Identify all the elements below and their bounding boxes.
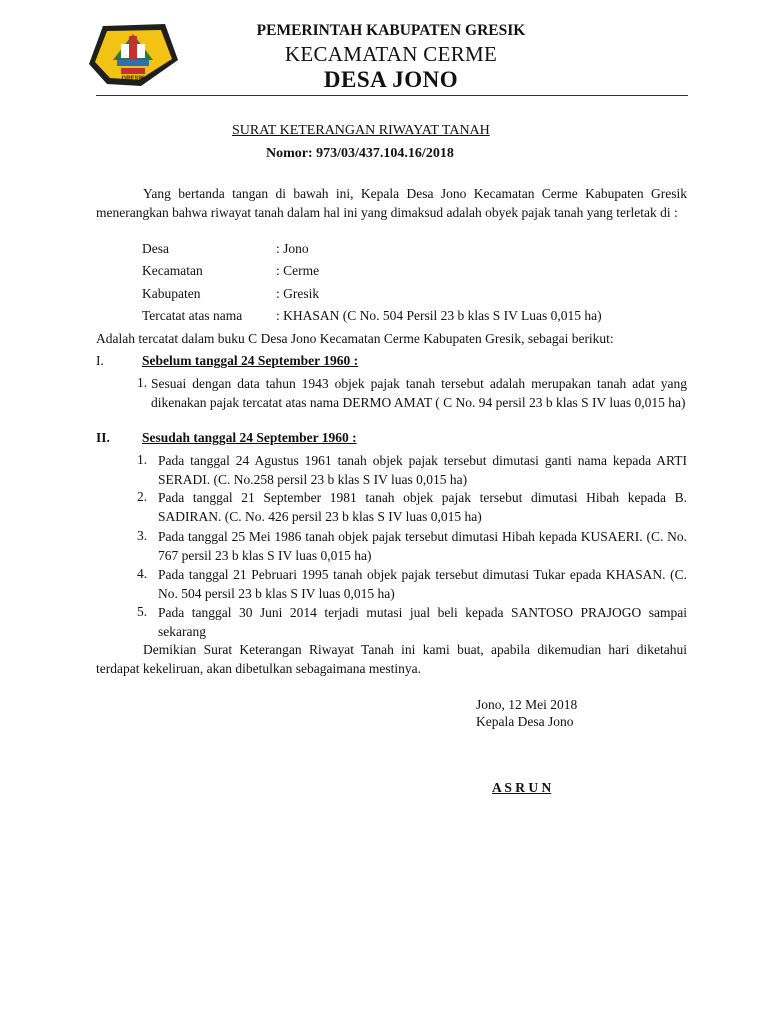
intro-text: Yang bertanda tangan di bawah ini, Kepala Desa Jono Kecamatan Cerme Kabupaten Gresik menerangkan bahwa riwayat tanah dalam hal ini yang dimaksud adalah obyek pajak tanah yang terletak di : [96, 186, 687, 220]
field-label-tercatat: Tercatat atas nama [142, 308, 243, 323]
section-2-item-1-text [158, 452, 687, 489]
field-value-kecamatan: : Cerme [276, 263, 320, 278]
svg-text:GRESIK: GRESIK [121, 76, 145, 82]
signature-name: A S R U N [492, 780, 552, 795]
section-2-item-5-body: Pada tanggal 30 Juni 2014 terjadi mutasi jual beli kepada SANTOSO PRAJOGO sampai sekarang [158, 605, 687, 639]
intro-paragraph [96, 185, 687, 222]
document-number: Nomor: 973/03/437.104.16/2018 [266, 146, 454, 161]
field-value-kabupaten: : Gresik [276, 286, 320, 301]
section-2-item-1-body: Pada tanggal 24 Agustus 1961 tanah objek pajak tersebut dimutasi ganti nama kepada ARTI SERADI. (C. No.258 persil 23 b klas S IV luas 0,015 ha) [158, 453, 687, 487]
letterhead-line-2: KECAMATAN CERME [284, 42, 498, 66]
section-2-item-3-number: 3. [137, 528, 148, 543]
letterhead-divider [96, 95, 688, 96]
field-label-kabupaten: Kabupaten [142, 286, 201, 301]
section-1-number: I. [96, 353, 104, 368]
lead-sentence: Adalah tercatat dalam buku C Desa Jono Kecamatan Cerme Kabupaten Gresik, sebagai berikut: [96, 331, 614, 346]
signature-place-date: Jono, 12 Mei 2018 [476, 697, 578, 712]
field-value-desa: : Jono [276, 241, 309, 256]
signature-position: Kepala Desa Jono [476, 714, 574, 729]
section-2-item-5-number: 5. [137, 604, 148, 619]
section-2-item-2-text [158, 489, 687, 526]
section-2-item-2-body: Pada tanggal 21 September 1981 tanah objek pajak tersebut dimutasi Hibah kepada B. SADIRAN. (C. No. 426 persil 23 b klas S IV luas 0,015 ha) [158, 490, 687, 524]
section-2-heading: Sesudah tanggal 24 September 1960 : [142, 430, 357, 445]
section-2-item-4-text [158, 566, 687, 603]
section-2-item-1-number: 1. [137, 452, 148, 467]
section-2-item-5-text [158, 604, 687, 641]
document-title: SURAT KETERANGAN RIWAYAT TANAH [232, 123, 490, 138]
section-1-heading: Sebelum tanggal 24 September 1960 : [142, 353, 359, 368]
closing-paragraph [96, 641, 687, 678]
section-2-item-3-text [158, 528, 687, 565]
section-1-item-1-number: 1. [137, 375, 148, 390]
section-2-item-3-body: Pada tanggal 25 Mei 1986 tanah objek pajak tersebut dimutasi Hibah kepada KUSAERI. (C. No. 767 persil 23 b klas S IV luas 0,015 ha) [158, 529, 687, 563]
letterhead-line-1: PEMERINTAH KABUPATEN GRESIK [256, 22, 526, 39]
field-label-kecamatan: Kecamatan [142, 263, 203, 278]
section-2-item-4-number: 4. [137, 566, 148, 581]
section-1-item-1-body: Sesuai dengan data tahun 1943 objek pajak tanah tersebut adalah merupakan tanah adat yang dikenakan pajak tercatat atas nama DERMO AMAT ( C No. 94 persil 23 b klas S IV luas 0,015 ha) [151, 376, 687, 410]
section-2-item-4-body: Pada tanggal 21 Pebruari 1995 tanah objek pajak tersebut dimutasi Tukar epada KHASAN. (C. No. 504 persil 23 b klas S IV luas 0,015 ha) [158, 567, 687, 601]
field-label-desa: Desa [142, 241, 169, 256]
letterhead-line-3: DESA JONO [323, 67, 459, 92]
section-2-number: II. [96, 430, 110, 445]
field-value-tercatat: : KHASAN (C No. 504 Persil 23 b klas S IV Luas 0,015 ha) [276, 308, 602, 323]
closing-text: Demikian Surat Keterangan Riwayat Tanah ini kami buat, apabila dikemudian hari diketahui terdapat kekeliruan, akan dibetulkan sebagaimana mestinya. [96, 642, 687, 676]
section-1-item-1-text [151, 375, 687, 412]
section-2-item-2-number: 2. [137, 489, 148, 504]
